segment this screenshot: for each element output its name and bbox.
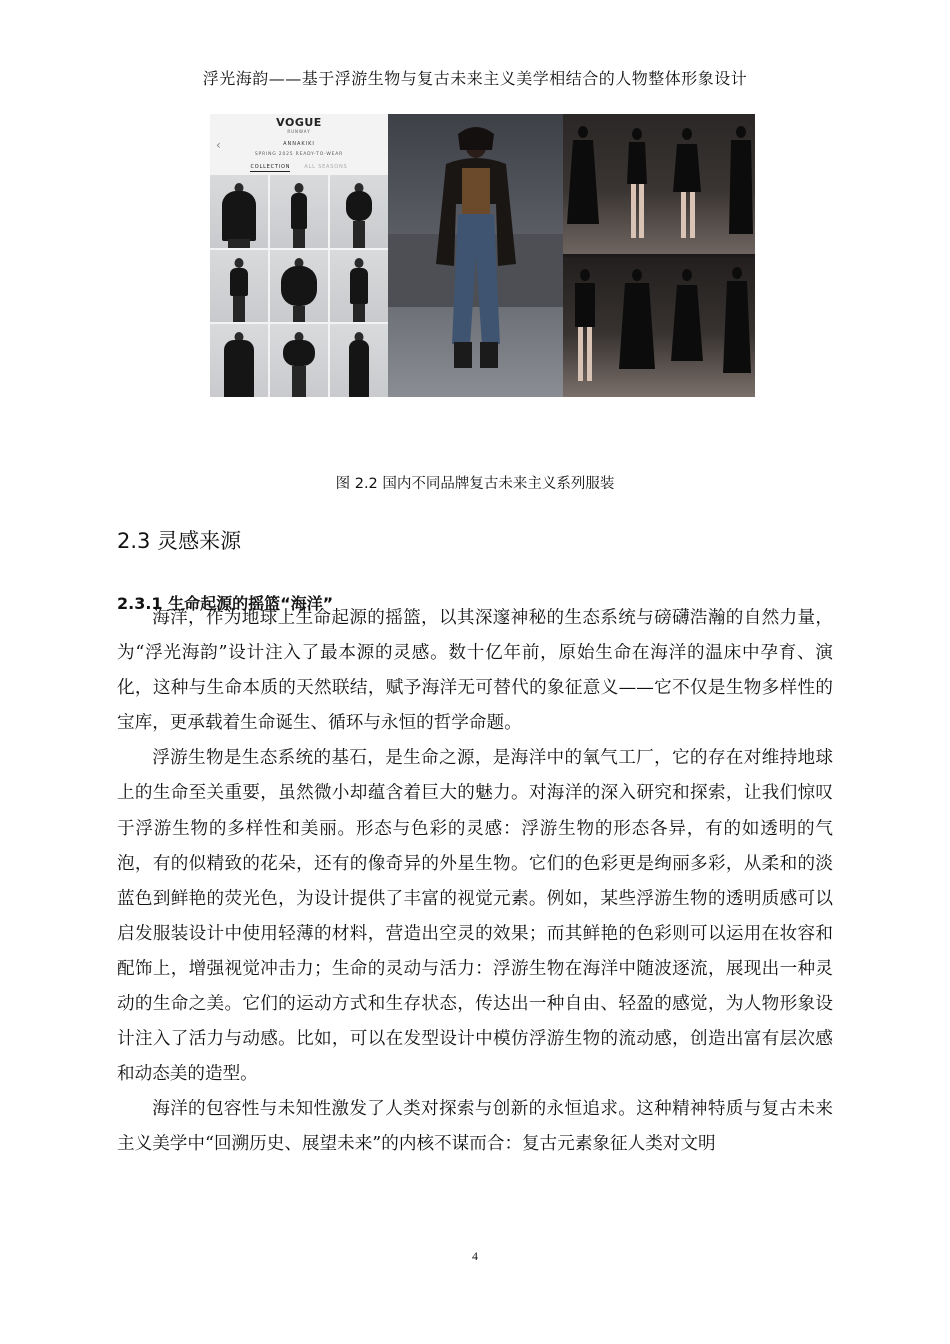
model-figure [388, 114, 563, 397]
vogue-logo: VOGUE [276, 116, 322, 129]
tab-collection: COLLECTION [250, 164, 291, 170]
brand-name: ANNAKIKI [283, 141, 315, 147]
look-thumbnail [330, 324, 388, 397]
collection-tabs [210, 164, 388, 172]
figure-caption: 图 2.2 国内不同品牌复古未来主义系列服装 [335, 476, 615, 492]
running-header: 浮光海韵——基于浮游生物与复古未来主义美学相结合的人物整体形象设计 [202, 69, 748, 88]
look-thumbnail-grid [210, 175, 388, 397]
look-thumbnail [330, 250, 388, 323]
look-thumbnail [270, 175, 328, 248]
look-thumbnail [270, 324, 328, 397]
paragraph: 海洋的包容性与未知性激发了人类对探索与创新的永恒追求。这种精神特质与复古未来主义美学中“回溯历史、展望未来”的内核不谋而合：复古元素象征人类对文明 [117, 1099, 833, 1155]
look-thumbnail [330, 175, 388, 248]
paragraph: 浮游生物是生态系统的基石，是生命之源，是海洋中的氧气工厂，它的存在对维持地球上的生命至关重要，虽然微小却蕴含着巨大的魅力。对海洋的深入研究和探索，让我们惊叹于浮游生物的多样性和美丽。形态与色彩的灵感：浮游生物的形态各异，有的如透明的气泡，有的似精致的花朵，还有的像奇异的外星生物。它们的色彩更是绚丽多彩，从柔和的淡蓝色到鲜艳的荧光色，为设计提供了丰富的视觉元素。例如，某些浮游生物的透明质感可以启发服装设计中使用轻薄的材料，营造出空灵的效果；而其鲜艳的色彩则可以运用在妆容和配饰上，增强视觉冲击力；生命的灵动与活力：浮游生物在海洋中随波逐流，展现出一种灵动的生命之美。它们的运动方式和生存状态，传达出一种自由、轻盈的感觉，为人物形象设计注入了活力与动感。比如，可以在发型设计中模仿浮游生物的流动感，创造出富有层次感和动态美的造型。 [117, 748, 833, 1085]
lineup-row-top [563, 114, 755, 254]
lineup-row-bottom [563, 257, 755, 397]
paragraph: 海洋，作为地球上生命起源的摇篮，以其深邃神秘的生态系统与磅礴浩瀚的自然力量，为“浮光海韵”设计注入了最本源的灵感。数十亿年前，原始生命在海洋的温床中孕育、演化，这种与生命本质的天然联结，赋予海洋无可替代的象征意义——它不仅是生物多样性的宝库，更承载着生命诞生、循环与永恒的哲学命题。 [117, 608, 833, 734]
subsection-heading: 2.3.1 生命起源的摇篮“海洋” [117, 594, 334, 613]
runway-lineup-photo [563, 114, 755, 397]
body-text [117, 601, 833, 1163]
look-thumbnail [210, 175, 268, 248]
section-heading: 2.3 灵感来源 [117, 529, 242, 553]
look-thumbnail [210, 250, 268, 323]
vogue-runway-label: RUNWAY [287, 129, 311, 134]
runway-model-photo [388, 114, 563, 397]
tab-all-seasons: ALL SEASONS [304, 164, 348, 170]
season-label: SPRING 2025 READY-TO-WEAR [254, 152, 344, 157]
look-thumbnail [270, 250, 328, 323]
look-thumbnail [210, 324, 268, 397]
page-number: 4 [472, 1249, 478, 1263]
figure-photo-collage [210, 114, 755, 397]
vogue-runway-photo [210, 114, 388, 397]
chevron-left-icon: ‹ [216, 138, 221, 152]
